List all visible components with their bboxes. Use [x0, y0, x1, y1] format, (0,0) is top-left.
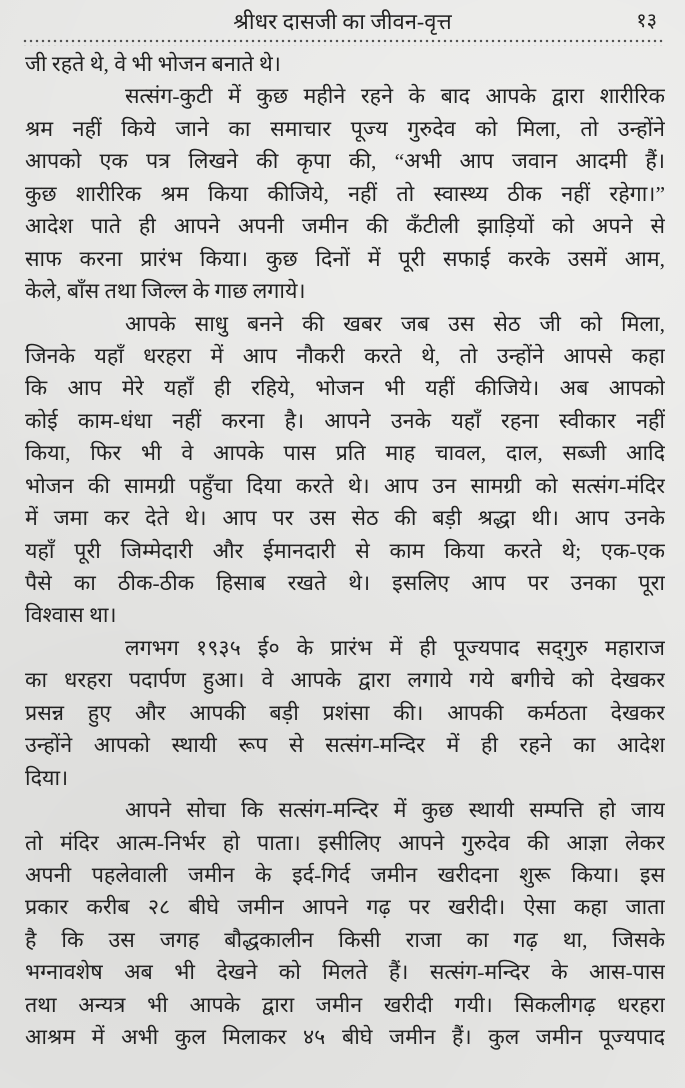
- text-line: अपनी पहलेवाली जमीन के इर्द-गिर्द जमीन खरीदना शुरू किया। इस: [25, 862, 665, 887]
- text-line: तो मंदिर आत्म-निर्भर हो पाता। इसीलिए आपने गुरुदेव की आज्ञा लेकर: [25, 830, 665, 855]
- body-text: [25, 48, 665, 1054]
- text-line: आपको एक पत्र लिखने की कृपा की, “अभी आप जवान आदमी हैं।: [25, 149, 665, 174]
- text-line: भग्नावशेष अब भी देखने को मिलते हैं। सत्संग-मन्दिर के आस-पास: [25, 960, 665, 985]
- text-line: में जमा कर देते थे। आप पर उस सेठ की बड़ी श्रद्धा थी। आप उनके: [25, 506, 665, 531]
- text-line: जी रहते थे, वे भी भोजन बनाते थे।: [25, 52, 281, 76]
- text-line: आपने सोचा कि सत्संग-मन्दिर में कुछ स्थायी सम्पत्ति हो जाय: [125, 798, 665, 823]
- text-line: प्रसन्न हुए और आपकी बड़ी प्रशंसा की। आपकी कर्मठता देखकर: [25, 700, 665, 725]
- text-line: साफ करना प्रारंभ किया। कुछ दिनों में पूरी सफाई करके उसमें आम,: [25, 246, 665, 271]
- text-line: दिया।: [25, 765, 69, 790]
- text-line: है कि उस जगह बौद्धकालीन किसी राजा का गढ़ था, जिसके: [25, 927, 665, 952]
- text-line: आपके साधु बनने की खबर जब उस सेठ जी को मिला,: [125, 311, 665, 336]
- text-line: विश्वास था।: [25, 603, 117, 628]
- text-line: तथा अन्यत्र भी आपके द्वारा जमीन खरीदी गयी। सिकलीगढ़ धरहरा: [25, 992, 665, 1017]
- text-line: कि आप मेरे यहाँ ही रहिये, भोजन भी यहीं कीजिये। अब आपको: [25, 376, 665, 401]
- text-line: का धरहरा पदार्पण हुआ। वे आपके द्वारा लगाये गये बगीचे को देखकर: [25, 668, 665, 693]
- text-line: भोजन की सामग्री पहुँचा दिया करते थे। आप उन सामग्री को सत्संग-मंदिर: [25, 473, 665, 498]
- text-line: यहाँ पूरी जिम्मेदारी और ईमानदारी से काम किया करते थे; एक-एक: [25, 538, 665, 563]
- text-line: जिनके यहाँ धरहरा में आप नौकरी करते थे, तो उन्होंने आपसे कहा: [25, 343, 665, 368]
- page-number: १३: [636, 10, 657, 32]
- text-line: लगभग १९३५ ई० के प्रारंभ में ही पूज्यपाद सद्‌गुरु महाराज: [125, 635, 665, 660]
- text-line: कुछ शारीरिक श्रम किया कीजिये, नहीं तो स्वास्थ्य ठीक नहीं रहेगा।”: [25, 181, 665, 206]
- text-line: प्रकार करीब २८ बीघे जमीन आपने गढ़ पर खरीदी। ऐसा कहा जाता: [25, 895, 665, 920]
- text-line: आदेश पाते ही आपने अपनी जमीन की कँटीली झाड़ियों को अपने से: [25, 214, 665, 239]
- text-line: आश्रम में अभी कुल मिलाकर ४५ बीघे जमीन हैं। कुल जमीन पूज्यपाद: [25, 1025, 665, 1050]
- text-line: पैसे का ठीक-ठीक हिसाब रखते थे। इसलिए आप पर उनका पूरा: [25, 571, 665, 595]
- dotted-divider: [22, 38, 663, 46]
- page-title: श्रीधर दासजी का जीवन-वृत्त: [233, 9, 452, 34]
- text-line: किया, फिर भी वे आपके पास प्रति माह चावल, दाल, सब्जी आदि: [25, 441, 665, 466]
- text-line: कोई काम-धंधा नहीं करना है। आपने उनके यहाँ रहना स्वीकार नहीं: [25, 408, 665, 433]
- text-line: सत्संग-कुटी में कुछ महीने रहने के बाद आपके द्वारा शारीरिक: [125, 84, 665, 109]
- text-line: केले, बाँस तथा जिल्ल के गाछ लगाये।: [25, 279, 306, 304]
- running-header: [20, 6, 665, 36]
- text-line: उन्होंने आपको स्थायी रूप से सत्संग-मन्दिर में ही रहने का आदेश: [25, 733, 665, 758]
- text-line: श्रम नहीं किये जाने का समाचार पूज्य गुरुदेव को मिला, तो उन्होंने: [25, 116, 665, 141]
